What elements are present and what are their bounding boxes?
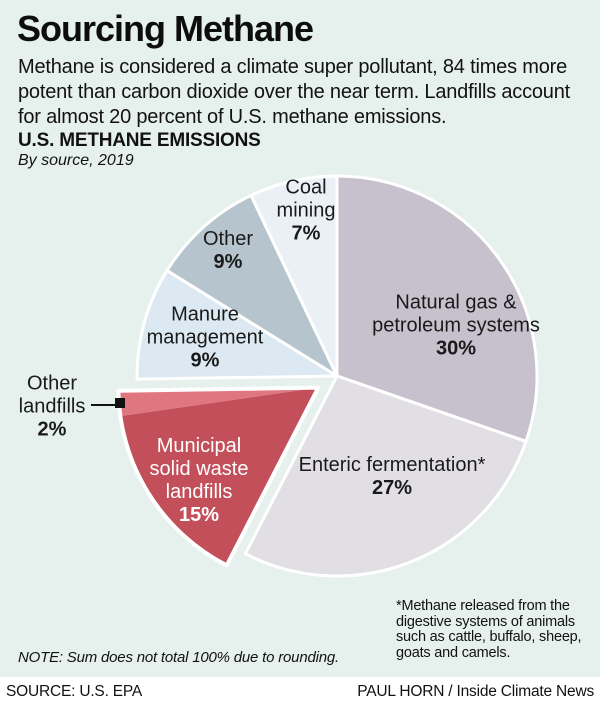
label-municipal-landfills (150, 435, 249, 527)
page-title: Sourcing Methane (17, 8, 314, 49)
asterisk-footnote (396, 599, 581, 661)
label-other-landfills (19, 373, 86, 442)
footnote-line: goats and camels. (396, 644, 511, 661)
author-credit: PAUL HORN / Inside Climate News (357, 683, 594, 700)
intro-line: Methane is considered a climate super pollutant, 84 times more (18, 56, 567, 78)
source-credit: SOURCE: U.S. EPA (6, 683, 143, 700)
label-line: Natural gas & (395, 291, 517, 314)
label-line: mining (276, 199, 336, 222)
rounding-note: NOTE: Sum does not total 100% due to rounding. (18, 649, 339, 666)
label-line: landfills (18, 395, 86, 418)
label-line: Enteric fermentation* (298, 454, 486, 476)
footnote-line: such as cattle, buffalo, sheep, (396, 629, 582, 645)
label-natural-gas (372, 292, 540, 361)
pointer-line (91, 404, 117, 406)
label-line: Coal (285, 176, 327, 199)
label-line: Other (202, 228, 254, 250)
chart-title: U.S. METHANE EMISSIONS (18, 130, 261, 151)
label-line: Other (26, 372, 78, 395)
label-line: landfills (165, 481, 233, 503)
label-line: petroleum systems (372, 314, 540, 337)
pointer-square-marker (115, 398, 125, 408)
label-line: Manure (171, 303, 239, 326)
intro-line: potent than carbon dioxide over the near term. Landfills account (18, 81, 570, 103)
label-enteric-fermentation (299, 454, 486, 500)
label-pct: 30% (435, 337, 477, 360)
label-manure-management (147, 304, 264, 373)
label-pct: 9% (190, 349, 220, 372)
label-line: management (146, 326, 264, 349)
footnote-line: digestive systems of animals (396, 613, 575, 630)
footer-bar (0, 677, 600, 707)
label-pct: 15% (178, 504, 220, 526)
label-line: solid waste (149, 458, 249, 480)
label-coal-mining (277, 177, 336, 246)
label-other (203, 228, 253, 274)
label-line: Municipal (156, 435, 242, 457)
chart-subtitle: By source, 2019 (18, 152, 134, 169)
label-pct: 9% (213, 251, 243, 273)
footnote-line: *Methane released from the (396, 598, 570, 614)
label-pct: 2% (37, 418, 67, 441)
intro-line: for almost 20 percent of U.S. methane emissions. (18, 106, 447, 128)
label-pct: 7% (291, 222, 321, 245)
label-pct: 27% (371, 477, 413, 499)
